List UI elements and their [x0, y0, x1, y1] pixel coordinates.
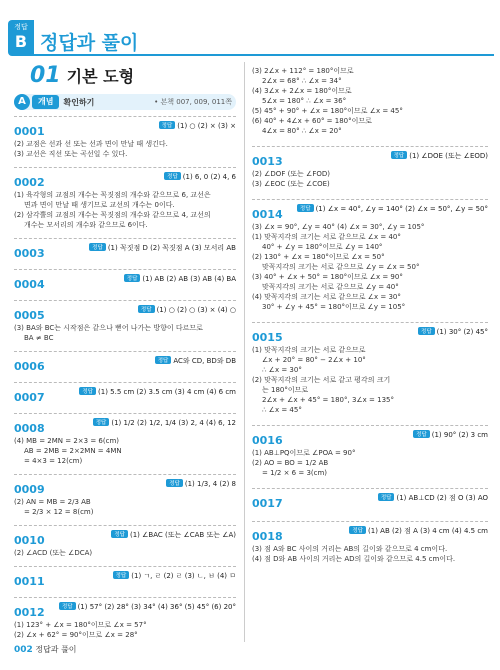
solution-line: 는 180°이므로	[262, 386, 309, 394]
solution-line: 40° + ∠y = 180°이므로 ∠y = 140°	[262, 243, 383, 251]
solution-line: (2) AN = MB = 2/3 AB	[14, 498, 91, 506]
answer-line: 정답 (1) AB (2) AB (3) AB (4) BA	[124, 274, 236, 283]
left-column	[14, 62, 236, 640]
solution-line: (3) 40° + ∠x + 50° = 180°이므로 ∠x = 90°	[252, 273, 403, 281]
page-reference: • 본책 007, 009, 011쪽	[154, 98, 232, 106]
section-number: 01	[30, 62, 61, 88]
problem-number: 0007	[14, 391, 45, 404]
answer-line: 정답 (1) 90° (2) 3 cm	[413, 430, 488, 439]
answer-tag: 정답	[124, 274, 141, 282]
right-column	[252, 62, 488, 564]
solution-line: (1) AB⊥PQ이므로 ∠POA = 90°	[252, 449, 356, 457]
problem-block	[252, 322, 488, 415]
solution-line: BA ≠ BC	[24, 334, 54, 342]
page-title: 정답과 풀이	[40, 32, 139, 54]
solution-line: = 4×3 = 12(cm)	[24, 457, 83, 465]
tab-top-label: 정답	[14, 23, 28, 31]
tab-letter: B	[14, 32, 28, 51]
right-problem-list	[252, 66, 488, 564]
answer-tag: 정답	[164, 172, 181, 180]
answer-tag: 정답	[378, 493, 395, 501]
answer-tag: 정답	[413, 430, 430, 438]
solution-line: (3) BA와 BC는 시작점은 같으나 뻗어 나가는 방향이 다르므로	[14, 324, 203, 332]
problem-block	[14, 525, 236, 558]
solution-line: (4) 점 D와 AB 사이의 거리는 AD의 길이와 같으므로 4.5 cm이다.	[252, 555, 456, 563]
page-number: 002	[14, 645, 33, 655]
solution-line: (3) 점 A와 BC 사이의 거리는 AB의 길이와 같으므로 4 cm이다.	[252, 545, 448, 553]
solution-line: (1) 맞꼭지각의 크기는 서로 같으므로	[252, 346, 366, 354]
problem-block	[14, 413, 236, 466]
solution-line: (4) MB = 2MN = 2×3 = 6(cm)	[14, 437, 120, 445]
solution-line: (1) 육각형의 교점의 개수는 꼭짓점의 개수와 같으므로 6, 교선은	[14, 191, 211, 199]
answer-tag: 정답	[113, 571, 130, 579]
concept-bar	[14, 94, 236, 110]
answer-line: 정답 (1) 1/2 (2) 1/2, 1/4 (3) 2, 4 (4) 6, 12	[93, 418, 236, 427]
solution-line: ∴ ∠x = 45°	[262, 406, 302, 414]
problem-number: 0016	[252, 434, 283, 447]
answer-tag: 정답	[79, 387, 96, 395]
problem-number: 0001	[14, 125, 45, 138]
problem-number: 0018	[252, 530, 283, 543]
solution-line: (2) ∠DOF (또는 ∠FOD)	[252, 170, 330, 178]
answer-line: 정답 AC와 CD, BD와 DB	[155, 356, 236, 366]
section-title: 기본 도형	[66, 66, 135, 86]
answer-line: 정답 (1) ∠BAC (또는 ∠CAB 또는 ∠A)	[111, 530, 236, 540]
answer-line: 정답 (1) 1/3, 4 (2) 8	[166, 479, 236, 488]
problem-block	[14, 351, 236, 374]
problem-number: 0017	[252, 497, 283, 510]
answer-line: 정답 (1) AB⊥CD (2) 점 O (3) AO	[378, 493, 488, 503]
answer-line: 정답 (1) 5.5 cm (2) 3.5 cm (3) 4 cm (4) 6 cm	[79, 387, 236, 396]
answer-line: 정답 (1) 꼭짓점 D (2) 꼭짓점 A (3) 모서리 AB	[89, 243, 236, 253]
solution-line: 맞꼭지각의 크기는 서로 같으므로 ∠y = ∠x = 50°	[262, 263, 420, 271]
problem-block	[14, 167, 236, 230]
solution-line: 맞꼭지각의 크기는 서로 같으므로 ∠y = 40°	[262, 283, 399, 291]
problem-number: 0014	[252, 208, 283, 221]
solution-line: 5∠x = 180° ∴ ∠x = 36°	[262, 97, 347, 105]
answer-line: 정답 (1) 57° (2) 28° (3) 34° (4) 36° (5) 45° (6) 20°	[59, 602, 236, 611]
concept-letter: A	[14, 94, 30, 110]
answer-line: 정답 (1) ○ (2) × (3) ×	[159, 121, 236, 130]
answer-tag: 정답	[155, 356, 172, 364]
problem-block	[14, 597, 236, 640]
solution-line: (2) 130° + ∠x = 180°이므로 ∠x = 50°	[252, 253, 385, 261]
left-problem-list	[14, 116, 236, 640]
solution-line: 면과 면이 만날 때 생기므로 교선의 개수는 0이다.	[24, 201, 175, 209]
problem-block	[252, 146, 488, 189]
problem-number: 0003	[14, 247, 45, 260]
solution-line: 2∠x + ∠x + 45° = 180°, 3∠x = 135°	[262, 396, 395, 404]
solution-line: AB = 2MB = 2×2MN = 4MN	[24, 447, 122, 455]
answer-tag: 정답	[166, 479, 183, 487]
solution-line: 개수는 모서리의 개수와 같으므로 6이다.	[24, 221, 148, 229]
page-footer	[14, 644, 77, 655]
solution-line: ∠x + 20° = 80° − 2∠x + 10°	[262, 356, 366, 364]
solution-line: (3) ∠x = 90°, ∠y = 40° (4) ∠x = 30°, ∠y = 105°	[252, 223, 425, 231]
solution-line: (1) 123° + ∠x = 180°이므로 ∠x = 57°	[14, 621, 147, 629]
problem-block	[14, 238, 236, 261]
solution-line: (3) 2∠x + 112° = 180°이므로	[252, 67, 354, 75]
solution-line: (2) 맞꼭지각의 크기는 서로 같고 평각의 크기	[252, 376, 391, 384]
column-divider	[244, 62, 245, 642]
answer-tag: 정답	[93, 418, 110, 426]
answer-tag: 정답	[418, 327, 435, 335]
problem-block	[14, 382, 236, 405]
page-header	[0, 0, 500, 52]
answer-tag: 정답	[391, 151, 408, 159]
header-rule	[34, 54, 494, 56]
problem-block	[252, 199, 488, 312]
answer-tab	[8, 20, 34, 56]
concept-subtitle: 확인하기	[63, 97, 95, 107]
solution-line: = 2/3 × 12 = 8(cm)	[24, 508, 94, 516]
answer-line: 정답 (1) ㄱ, ㄹ (2) ㄹ (3) ㄴ, ㅂ (4) ㅁ	[113, 571, 236, 581]
solution-line: (4) 맞꼭지각의 크기는 서로 같으므로 ∠x = 30°	[252, 293, 401, 301]
problem-number: 0005	[14, 309, 45, 322]
problem-number: 0002	[14, 176, 45, 189]
solution-line: (1) 맞꼭지각의 크기는 서로 같으므로 ∠x = 40°	[252, 233, 401, 241]
solution-line: 30° + ∠y + 45° = 180°이므로 ∠y = 105°	[262, 303, 406, 311]
problem-block	[14, 116, 236, 159]
section-heading	[30, 62, 236, 88]
problem-number: 0011	[14, 575, 45, 588]
problem-number: 0013	[252, 155, 283, 168]
problem-block	[252, 488, 488, 511]
solution-line: (3) 교선은 직선 또는 곡선일 수 있다.	[14, 150, 128, 158]
problem-block	[14, 269, 236, 292]
problem-number: 0010	[14, 534, 45, 547]
solution-line: (2) 삼각뿔의 교점의 개수는 꼭짓점의 개수와 같으므로 4, 교선의	[14, 211, 211, 219]
solution-line: (6) 40° + 4∠x + 60° = 180°이므로	[252, 117, 372, 125]
problem-block	[14, 566, 236, 589]
answer-line: 정답 (1) AB (2) 점 A (3) 4 cm (4) 4.5 cm	[349, 526, 488, 536]
answer-tag: 정답	[297, 204, 314, 212]
answer-tag: 정답	[59, 602, 76, 610]
answer-tag: 정답	[89, 243, 106, 251]
problem-number: 0015	[252, 331, 283, 344]
problem-number: 0009	[14, 483, 45, 496]
problem-block	[14, 474, 236, 517]
answer-tag: 정답	[111, 530, 128, 538]
answer-line: 정답 (1) 30° (2) 45°	[418, 327, 488, 336]
problem-number: 0006	[14, 360, 45, 373]
solution-line: (2) AO = BO = 1/2 AB	[252, 459, 329, 467]
solution-line: 4∠x = 80° ∴ ∠x = 20°	[262, 127, 342, 135]
problem-block	[252, 521, 488, 564]
solution-line: = 1/2 × 6 = 3(cm)	[262, 469, 328, 477]
answer-line: 정답 (1) ○ (2) ○ (3) × (4) ○	[138, 305, 236, 314]
solution-line: (5) 45° + 90° + ∠x = 180°이므로 ∠x = 45°	[252, 107, 403, 115]
answer-line: 정답 (1) ∠DOE (또는 ∠EOD)	[391, 151, 488, 161]
answer-tag: 정답	[349, 526, 366, 534]
solution-line: (2) ∠ACD (또는 ∠DCA)	[14, 549, 93, 557]
answer-tag: 정답	[138, 305, 155, 313]
solution-line: (4) 3∠x + 2∠x = 180°이므로	[252, 87, 352, 95]
problem-number: 0008	[14, 422, 45, 435]
solution-line: (2) ∠x + 62° = 90°이므로 ∠x = 28°	[14, 631, 138, 639]
solution-line: ∴ ∠x = 30°	[262, 366, 302, 374]
solution-line: 2∠x = 68° ∴ ∠x = 34°	[262, 77, 342, 85]
problem-number: 0012	[14, 606, 45, 619]
problem-block	[252, 425, 488, 478]
problem-block	[14, 300, 236, 343]
solution-line: (2) 교점은 선과 선 또는 선과 면이 만날 때 생긴다.	[14, 140, 168, 148]
concept-label: 개념	[32, 95, 59, 109]
problem-block	[252, 66, 488, 136]
problem-number: 0004	[14, 278, 45, 291]
solution-line: (3) ∠EOC (또는 ∠COE)	[252, 180, 330, 188]
footer-label: 정답과 풀이	[35, 645, 77, 654]
answer-line: 정답 (1) ∠x = 40°, ∠y = 140° (2) ∠x = 50°, ∠y = 50°	[297, 204, 488, 213]
answer-tag: 정답	[159, 121, 176, 129]
answer-line: 정답 (1) 6, 0 (2) 4, 6	[164, 172, 236, 181]
